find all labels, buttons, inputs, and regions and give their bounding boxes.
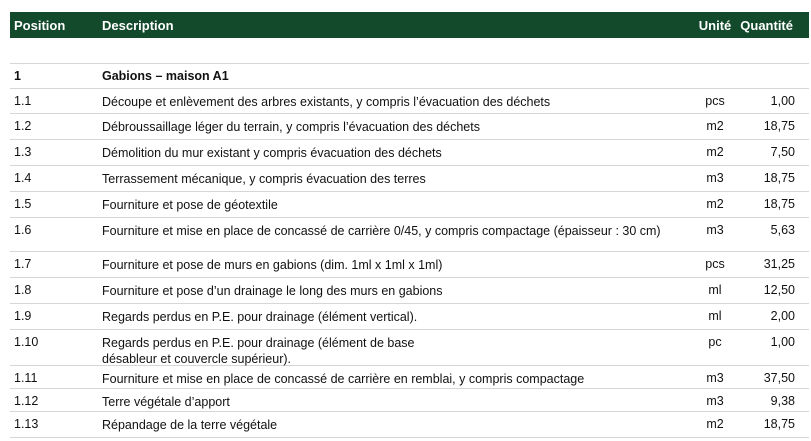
row-quantity: 1,00	[770, 335, 795, 349]
row-description	[102, 417, 692, 433]
row-quantity: 1,00	[770, 94, 795, 108]
table-row	[10, 412, 809, 438]
row-description-line: Débroussaillage léger du terrain, y compris l’évacuation des déchets	[102, 120, 480, 134]
row-description-line: Fourniture et mise en place de concassé de carrière 0/45, y compris compactage (épaisseur : 30 cm)	[102, 224, 661, 238]
table-row	[10, 330, 809, 366]
row-unit: m2	[706, 145, 724, 159]
row-position: 1.11	[14, 371, 38, 385]
row-description	[102, 335, 692, 367]
table-row	[10, 389, 809, 412]
row-unit: pcs	[705, 257, 725, 271]
row-description	[102, 283, 692, 299]
row-unit: m2	[706, 197, 724, 211]
row-quantity: 12,50	[763, 283, 795, 297]
row-position: 1.9	[14, 309, 32, 323]
section-position: 1	[14, 69, 21, 83]
section-row	[10, 64, 809, 89]
row-description-line: Terrassement mécanique, y compris évacuation des terres	[102, 172, 426, 186]
row-description-line: désableur et couvercle supérieur).	[102, 352, 291, 366]
row-unit: ml	[708, 309, 722, 323]
table-row	[10, 366, 809, 389]
row-description-line: Démolition du mur existant y compris évacuation des déchets	[102, 146, 442, 160]
row-description	[102, 171, 692, 187]
row-position: 1.10	[14, 335, 39, 349]
header-unit: Unité	[698, 18, 732, 33]
section-title: Gabions – maison A1	[102, 69, 229, 83]
header-description: Description	[102, 18, 174, 33]
row-description	[102, 119, 692, 135]
row-description-line: Fourniture et pose d’un drainage le long des murs en gabions	[102, 284, 443, 298]
row-position: 1.8	[14, 283, 32, 297]
row-position: 1.7	[14, 257, 32, 271]
row-description	[102, 94, 692, 110]
row-unit: pc	[708, 335, 722, 349]
row-description-line: Répandage de la terre végétale	[102, 418, 278, 432]
row-unit: m3	[706, 171, 724, 185]
row-quantity: 37,50	[763, 371, 795, 385]
row-position: 1.1	[14, 94, 32, 108]
table-body	[10, 89, 809, 438]
row-quantity: 2,00	[770, 309, 795, 323]
table-row	[10, 304, 809, 330]
table-row	[10, 89, 809, 114]
row-position: 1.3	[14, 145, 32, 159]
row-description	[102, 197, 692, 213]
row-quantity: 18,75	[763, 417, 795, 431]
row-position: 1.4	[14, 171, 32, 185]
row-unit: m2	[706, 119, 724, 133]
row-description-line: Regards perdus en P.E. pour drainage (élément vertical).	[102, 310, 418, 324]
row-quantity: 5,63	[770, 223, 795, 237]
row-unit: pcs	[705, 94, 725, 108]
row-quantity: 18,75	[763, 197, 795, 211]
quantity-table	[10, 12, 809, 438]
row-quantity: 31,25	[763, 257, 795, 271]
row-description-line: Regards perdus en P.E. pour drainage (élément de base	[102, 336, 415, 350]
row-quantity: 18,75	[763, 119, 795, 133]
table-row	[10, 278, 809, 304]
row-unit: m3	[706, 223, 724, 237]
table-row	[10, 218, 809, 252]
row-description	[102, 394, 692, 410]
row-quantity: 7,50	[770, 145, 795, 159]
table-row	[10, 140, 809, 166]
row-description	[102, 145, 692, 161]
row-description	[102, 257, 692, 273]
row-description-line: Découpe et enlèvement des arbres existants, y compris l’évacuation des déchets	[102, 95, 551, 109]
table-row	[10, 114, 809, 140]
row-quantity: 18,75	[763, 171, 795, 185]
row-unit: m2	[706, 417, 724, 431]
row-unit: m3	[706, 394, 724, 408]
row-position: 1.2	[14, 119, 32, 133]
table-row	[10, 166, 809, 192]
row-description-line: Terre végétale d’apport	[102, 395, 230, 409]
row-description-line: Fourniture et pose de murs en gabions (dim. 1ml x 1ml x 1ml)	[102, 258, 443, 272]
row-position: 1.6	[14, 223, 32, 237]
row-position: 1.12	[14, 394, 39, 408]
row-description-line: Fourniture et mise en place de concassé de carrière en remblai, y compris compactage	[102, 372, 585, 386]
row-quantity: 9,38	[770, 394, 795, 408]
table-row	[10, 252, 809, 278]
row-position: 1.5	[14, 197, 32, 211]
row-description-line: Fourniture et pose de géotextile	[102, 198, 278, 212]
row-unit: m3	[706, 371, 724, 385]
row-unit: ml	[708, 283, 722, 297]
row-description	[102, 223, 692, 239]
header-quantity: Quantité	[740, 18, 793, 33]
row-description	[102, 309, 692, 325]
row-position: 1.13	[14, 417, 39, 431]
header-position: Position	[14, 18, 66, 33]
table-header	[10, 12, 809, 38]
row-description	[102, 371, 692, 387]
header-spacer	[10, 38, 809, 64]
table-row	[10, 192, 809, 218]
